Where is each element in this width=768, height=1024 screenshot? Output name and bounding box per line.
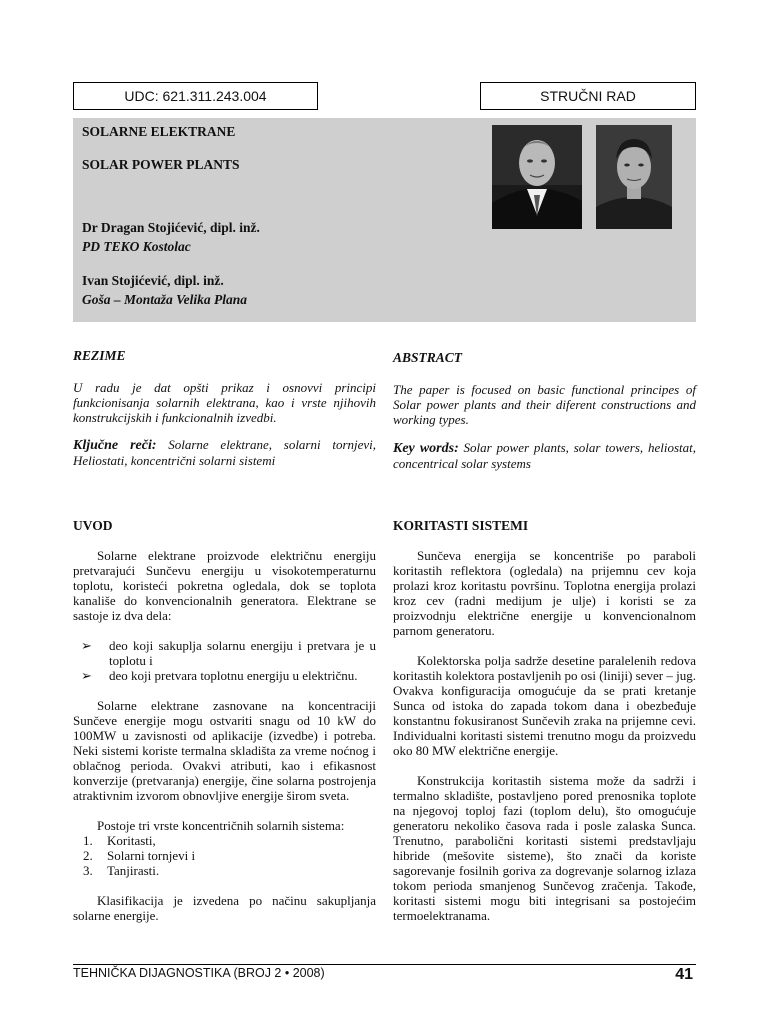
- list-item: [73, 638, 376, 668]
- list-number: 2.: [83, 848, 93, 863]
- footer-divider: [73, 964, 696, 965]
- uvod-heading: UVOD: [73, 518, 113, 533]
- article-type-box: [480, 82, 696, 110]
- list-item: [73, 668, 376, 683]
- author1-affiliation: PD TEKO Kostolac: [82, 239, 191, 254]
- uvod-paragraph-2: Solarne elektrane zasnovane na koncentraciji Sunčeve energije mogu ostvariti snagu od 10 kW do 100MW u zavisnosti od aplikacije (izvedbe) i potreba. Neki sistemi koriste termalna skladišta za vreme noćnog i oblačnog perioda. Ovakvi atributi, kao i efikasnost konverzije (pretvaranja) energije, čine solarna postrojenja atraktivnim izvorom obnovljive energije širom sveta.: [73, 698, 376, 803]
- uvod-paragraph-3: Postoje tri vrste koncentričnih solarnih sistema:: [97, 818, 345, 833]
- list-text: Tanjirasti.: [107, 863, 160, 878]
- rezime-keywords-text: Solarne elektrane, solarni tornjevi, Heliostati, koncentrični solarni sistemi: [73, 437, 377, 468]
- abstract-heading: ABSTRACT: [393, 350, 463, 365]
- rezime-keywords-label: Ključne reči:: [73, 438, 157, 453]
- arrow-bullet-icon: ➢: [81, 638, 92, 653]
- uvod-numbered-list: [83, 833, 376, 878]
- title-serbian: SOLARNE ELEKTRANE: [82, 124, 236, 139]
- author2-affiliation: Goša – Montaža Velika Plana: [82, 292, 248, 307]
- uvod-section: [73, 548, 376, 923]
- udc-box: [73, 82, 318, 110]
- rezime-text: [73, 380, 376, 468]
- bullet-text: deo koji sakuplja solarnu energiju i pretvara je u toplotu i: [109, 638, 376, 668]
- koritasti-paragraph-1: Sunčeva energija se koncentriše po paraboli koritastih reflektora (ogledala) na prijemnu cev koja prolazi kroz koritastu površinu. Toplotna energija prolazi kroz cev (radni medijum je ulje) i koristi se za proizvodnju električne energije u konvencionalnom parnom generatoru.: [393, 548, 696, 638]
- rezime-keywords: [73, 437, 376, 468]
- uvod-paragraph-4: Klasifikacija je izvedena po načinu sakupljanja solarne energije.: [73, 893, 376, 923]
- abstract-keywords-label: Key words:: [393, 441, 459, 456]
- uvod-paragraph-1: Solarne elektrane proizvode električnu energiju pretvarajući Sunčevu energiju u visokotemperaturnu toplotu, koristeći pokretna ogledala, dok se toplota kanališe do konvencionalnih generatora. Elektrane se sastoje iz dva dela:: [73, 548, 376, 623]
- page-number: 41: [675, 966, 693, 983]
- journal-name: TEHNIČKA DIJAGNOSTIKA (BROJ 2 • 2008): [73, 966, 325, 980]
- list-number: 3.: [83, 863, 93, 878]
- article-type-label: STRUČNI RAD: [540, 88, 636, 104]
- abstract-keywords-text: Solar power plants, solar towers, heliostat, concentrical solar systems: [393, 440, 696, 471]
- list-item: [83, 863, 376, 878]
- author1-photo: [492, 125, 582, 229]
- list-item: [83, 848, 376, 863]
- abstract-text: [393, 382, 696, 471]
- bullet-text: deo koji pretvara toplotnu energiju u električnu.: [109, 668, 358, 683]
- author1-name: Dr Dragan Stojićević, dipl. inž.: [82, 220, 260, 235]
- koritasti-paragraph-3: Konstrukcija koritastih sistema može da sadrži i termalno skladište, postavljeno pored prenosnika toplote na njegovoj toploj fazi (toplom delu), što omogućuje generatoru nekoliko časova rada i posle zalaska Sunca. Trenutno, parabolični koritasti sistemi predstavljaju hibride (mešovite sisteme), što znači da koriste sagorevanje fosilnih goriva za dogrevanje solarnog izlaza tokom perioda smanjenog Sunčevog zračenja. Takođe, koritasti sistemi mogu biti integrisani sa postojećim termoelektranama.: [393, 773, 696, 923]
- arrow-bullet-icon: ➢: [81, 668, 92, 683]
- author2-photo: [596, 125, 686, 229]
- abstract-body: The paper is focused on basic functional principes of Solar power plants and their diferent constructions and working types.: [393, 382, 696, 427]
- list-text: Solarni tornjevi i: [107, 848, 196, 863]
- rezime-heading: REZIME: [73, 348, 126, 363]
- author2-name: Ivan Stojićević, dipl. inž.: [82, 273, 224, 288]
- list-item: [83, 833, 376, 848]
- uvod-bullet-list: [73, 638, 376, 683]
- rezime-body: U radu je dat opšti prikaz i osnovvi principi funkcionisanja solarnih elektrana, kao i vrste njihovih konstrukcijskih i funkcionalnih izvedbi.: [73, 380, 376, 425]
- koritasti-paragraph-2: Kolektorska polja sadrže desetine paralelenih redova koritastih kolektora postavljenih po osi (liniji) sever – jug. Ovakva konfiguracija omogućuje da se prati kretanje Sunca od istoka do zapada tokom dana i obezbeđuje konstantnu fokusiranost Sunčevih zraka na prijemne cevi. Individualni koritasti sistemi trenutno mogu da proizvedu oko 80 MW električne energije.: [393, 653, 696, 758]
- koritasti-heading: KORITASTI SISTEMI: [393, 518, 529, 533]
- udc-label: UDC: 621.311.243.004: [124, 88, 267, 104]
- list-number: 1.: [83, 833, 93, 848]
- list-text: Koritasti,: [107, 833, 156, 848]
- koritasti-section: [393, 548, 696, 923]
- abstract-keywords: [393, 440, 696, 471]
- title-english: SOLAR POWER PLANTS: [82, 157, 240, 172]
